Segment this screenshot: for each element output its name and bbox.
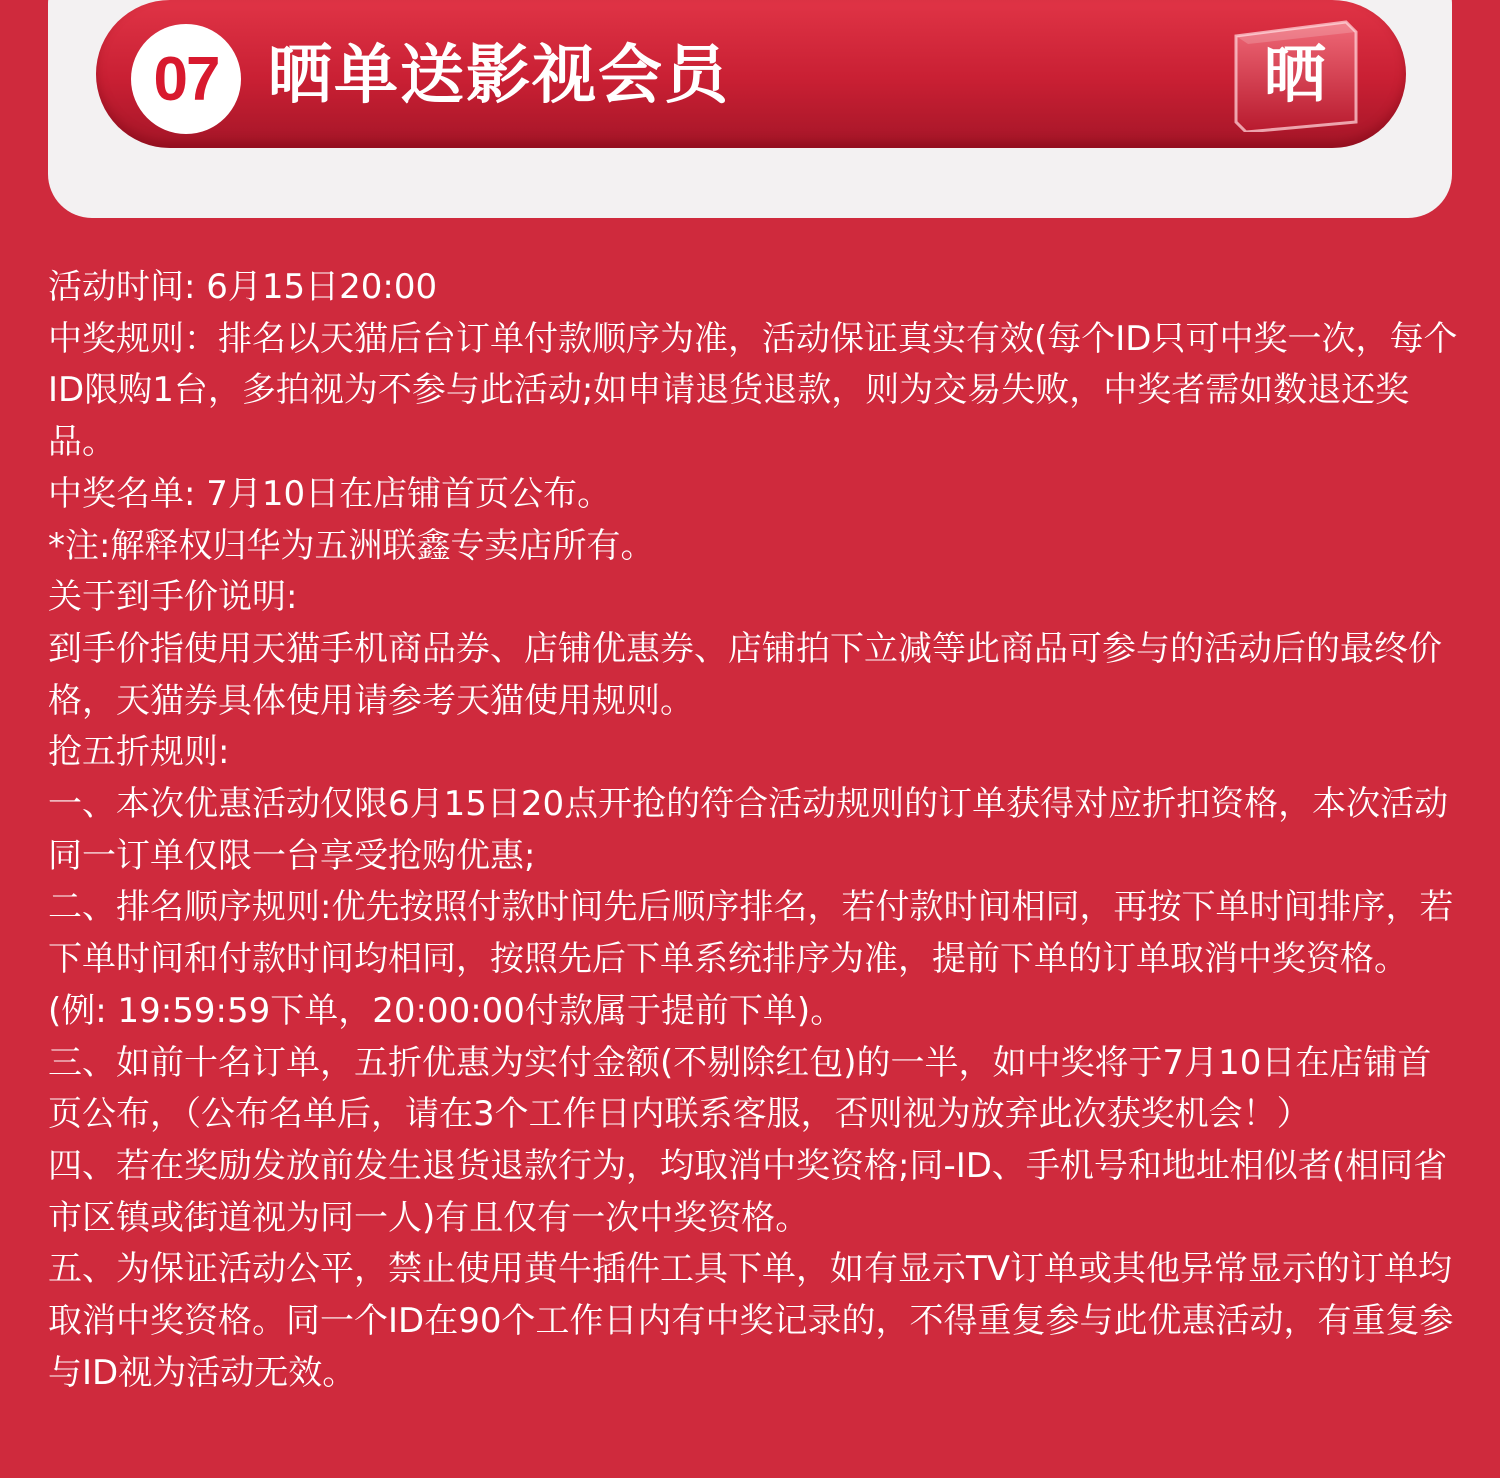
rule-line-item-4: 四、若在奖励发放前发生退货退款行为，均取消中奖资格;同-ID、手机号和地址相似者(相同省市区镇或街道视为同一人)有且仅有一次中奖资格。: [48, 1145, 1448, 1238]
section-number: 07: [153, 44, 219, 114]
rule-line-price-desc: 到手价指使用天猫手机商品券、店铺优惠券、店铺拍下立减等此商品可参与的活动后的最终价格，天猫券具体使用请参考天猫使用规则。: [48, 628, 1442, 721]
section-title: 晒单送影视会员: [268, 39, 730, 113]
section-number-badge: [131, 24, 241, 134]
share-icon-glyph: 晒: [1263, 38, 1326, 111]
rule-line-winning-rules: 中奖规则：排名以天猫后台订单付款顺序为准，活动保证真实有效(每个ID只可中奖一次，每个ID限购1台，多拍视为不参与此活动;如申请退货退款，则为交易失败，中奖者需如数退还奖品。: [48, 318, 1458, 463]
rules-text: [48, 262, 1458, 1399]
rule-line-winner-list: 中奖名单: 7月10日在店铺首页公布。: [48, 473, 612, 514]
rule-line-price-heading: 关于到手价说明:: [48, 577, 298, 618]
rule-line-item-3: 三、如前十名订单，五折优惠为实付金额(不剔除红包)的一半，如中奖将于7月10日在店铺首页公布，（公布名单后，请在3个工作日内联系客服，否则视为放弃此次获奖机会！）: [48, 1042, 1432, 1135]
rule-line-item-5: 五、为保证活动公平，禁止使用黄牛插件工具下单，如有显示TV订单或其他异常显示的订单均取消中奖资格。同一个ID在90个工作日内有中奖记录的，不得重复参与此优惠活动，有重复参与ID视为活动无效。: [48, 1249, 1454, 1393]
share-order-icon: [1228, 18, 1362, 132]
rule-line-activity-time: 活动时间: 6月15日20:00: [48, 267, 438, 307]
rule-line-half-price-heading: 抢五折规则:: [48, 732, 230, 773]
rule-line-note: *注:解释权归华为五洲联鑫专卖店所有。: [48, 525, 655, 566]
rule-line-item-1: 一、本次优惠活动仅限6月15日20点开抢的符合活动规则的订单获得对应折扣资格，本次活动同一订单仅限一台享受抢购优惠;: [48, 784, 1449, 876]
rule-line-item-2: 二、排名顺序规则:优先按照付款时间先后顺序排名，若付款时间相同，再按下单时间排序，若下单时间和付款时间均相同，按照先后下单系统排序为准，提前下单的订单取消中奖资格。(例: 19:59:59下单，20:00:00付款属于提前下单)。: [48, 887, 1454, 1031]
